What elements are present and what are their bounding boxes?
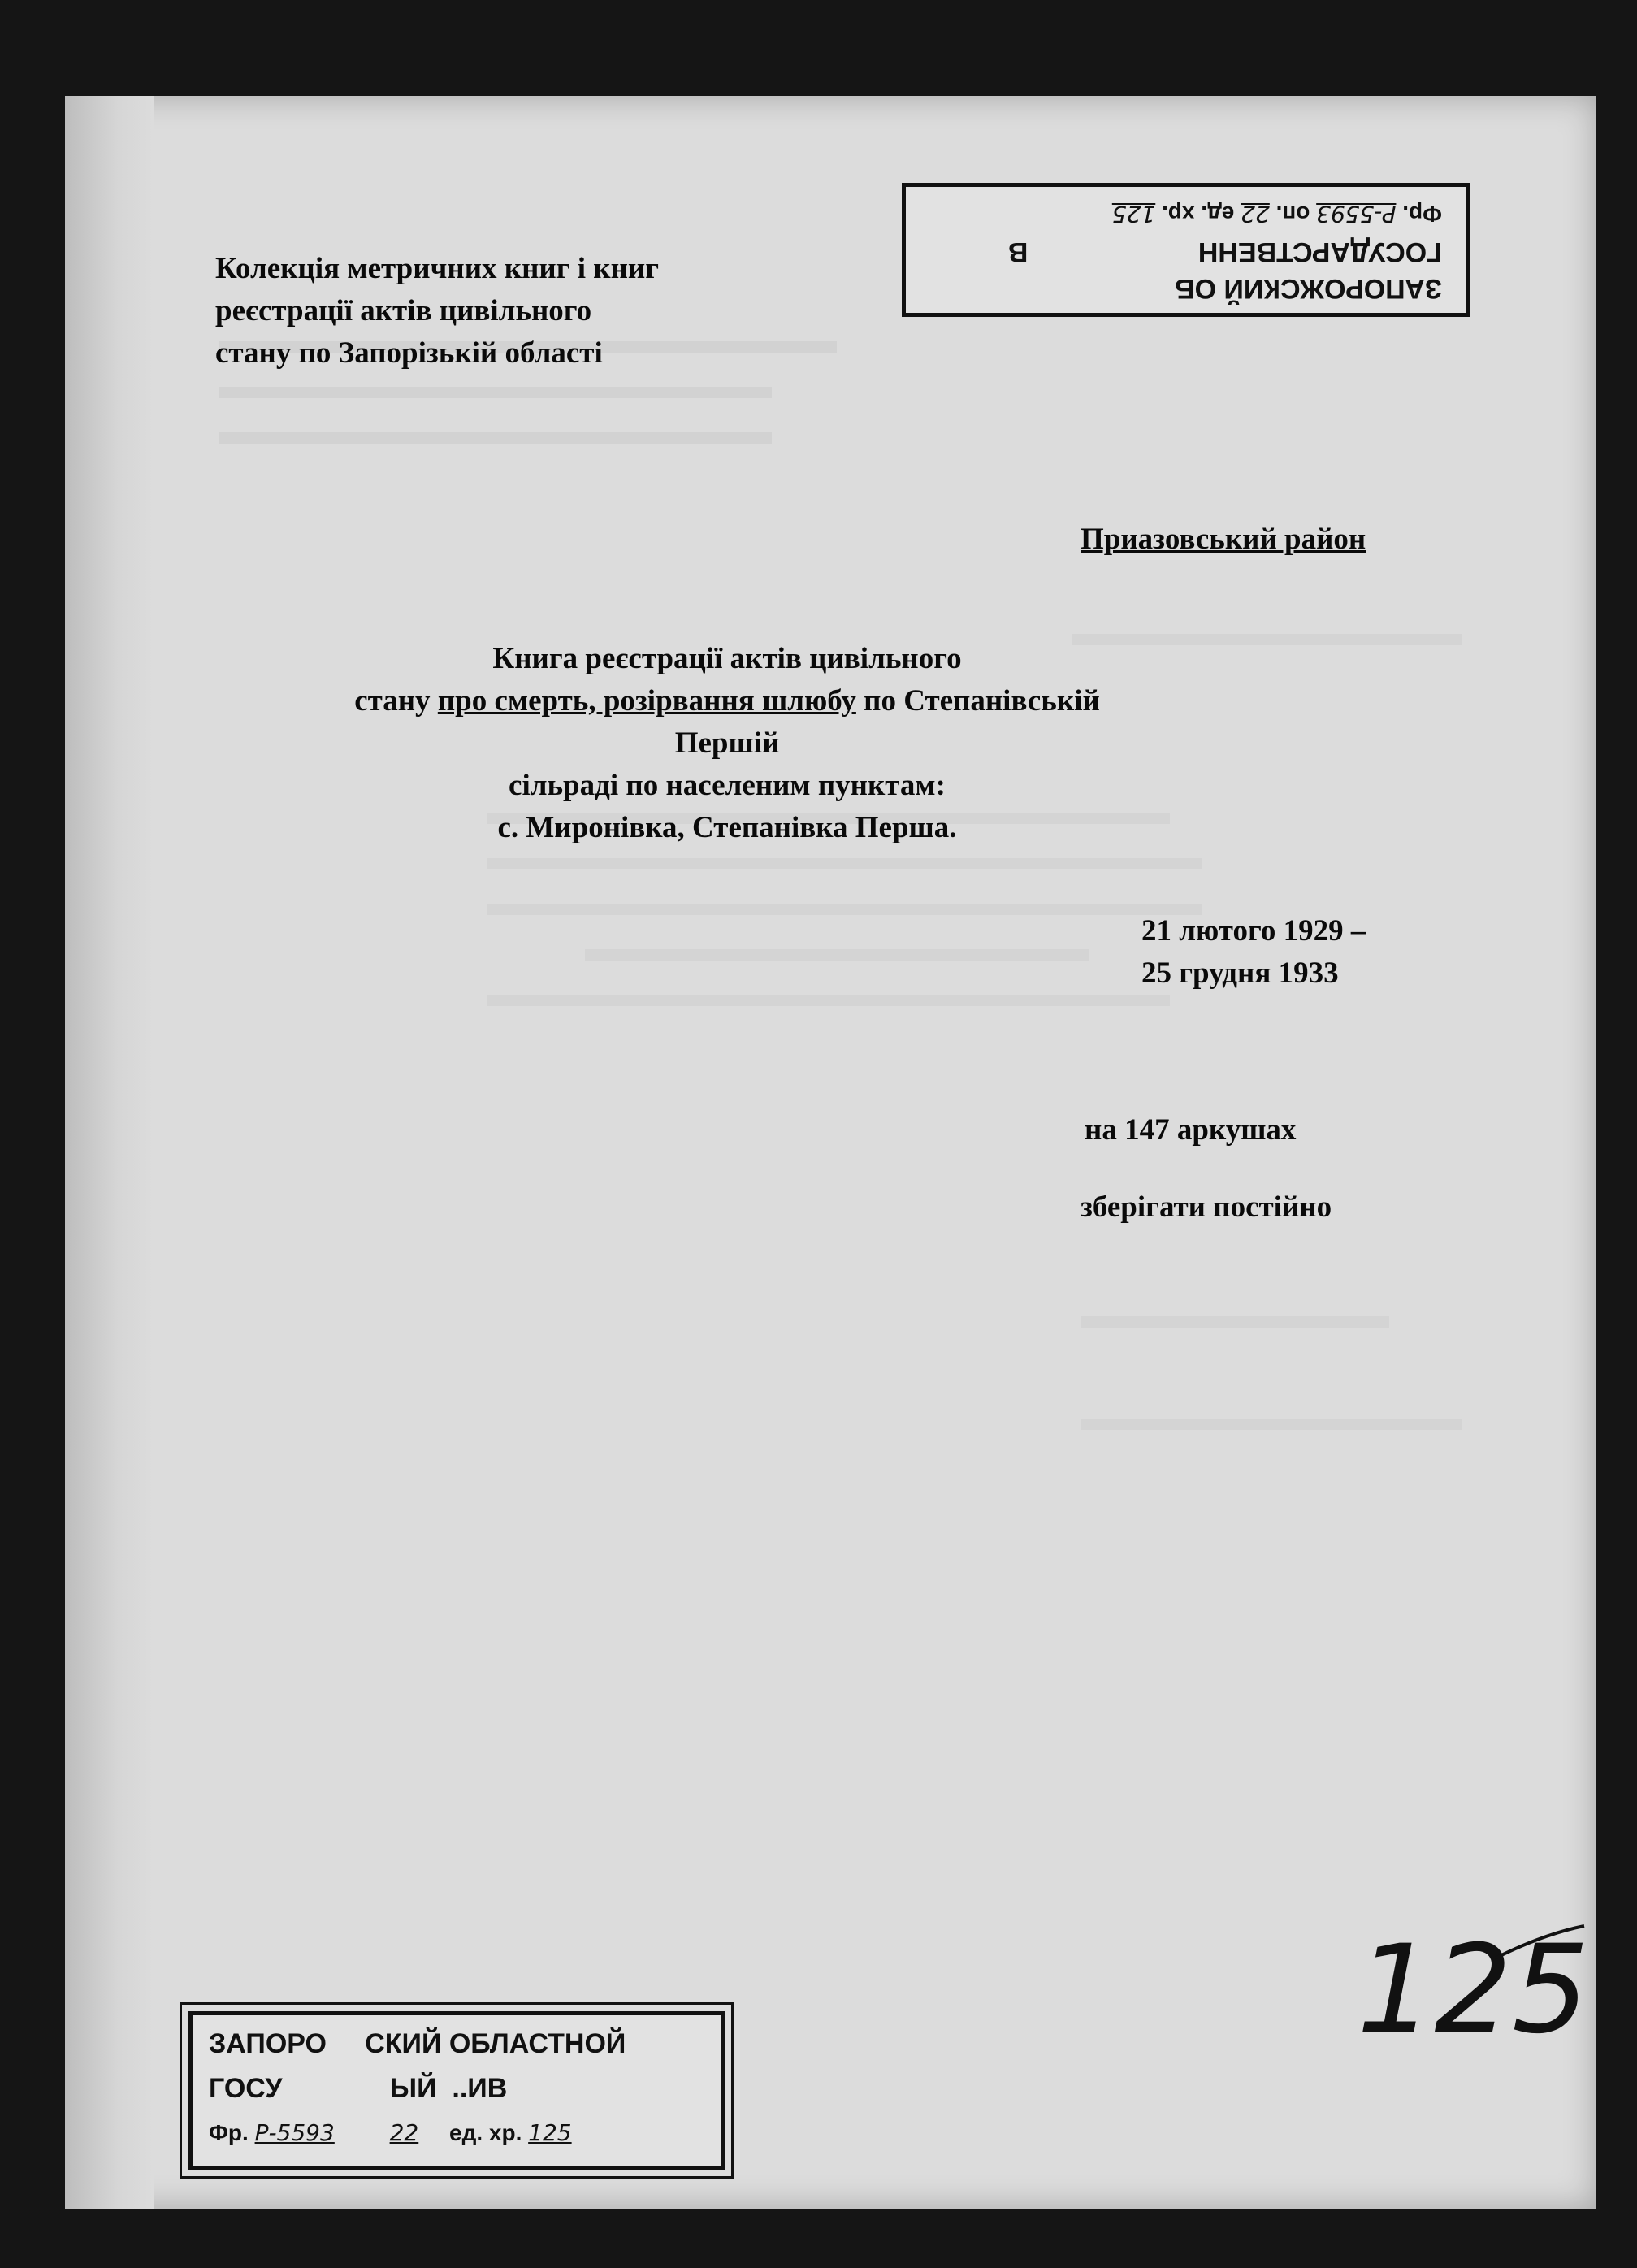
stamp-text: Фр.: [1402, 202, 1442, 227]
stamp-text: ед. хр.: [449, 2120, 522, 2145]
stamp-text: В: [1007, 236, 1029, 267]
stamp-text: оп.: [1275, 202, 1310, 227]
collection-title: [215, 248, 659, 375]
stamp-line: ЗАПОРО СКИЙ ОБЛАСТНОЙ: [209, 2028, 626, 2059]
stamp-line: [209, 2117, 572, 2149]
stamp-fond: Р-5593: [1316, 201, 1397, 228]
archive-stamp-bottom: [188, 2011, 725, 2170]
stamp-line: [1008, 236, 1442, 268]
retention-note: зберігати постійно: [1081, 1190, 1332, 1224]
archive-stamp-top: [902, 183, 1470, 317]
stamp-text: ед. хр.: [1162, 202, 1235, 227]
stamp-line: ЗАПОРОЖСКИЙ ОБ: [1175, 273, 1442, 304]
book-title-prefix: стану: [354, 684, 431, 718]
stamp-item: 125: [528, 2119, 572, 2146]
date-end: 25 грудня 1933: [1141, 956, 1339, 990]
collection-title-line: реєстрації актів цивільного: [215, 294, 592, 327]
book-title-line: Книга реєстрації актів цивільного: [492, 642, 962, 675]
sheet-count: на 147 аркушах: [1085, 1113, 1297, 1147]
record-type: про смерть, розірвання шлюбу: [437, 684, 856, 718]
stamp-opis: 22: [1241, 201, 1270, 228]
book-title-line: [317, 680, 1137, 765]
stamp-text: ГОСУДАРСТВЕНН: [1197, 236, 1442, 267]
stamp-fond: Р-5593: [254, 2119, 335, 2146]
stamp-line: ГОСУ ЫЙ ..ИВ: [209, 2073, 508, 2104]
stamp-opis: 22: [389, 2119, 419, 2146]
district-name: Приазовський район: [1081, 523, 1366, 556]
stamp-line: [1112, 197, 1442, 230]
collection-title-line: стану по Запорізькій області: [215, 336, 603, 370]
folio-number-text: 125: [1357, 1919, 1590, 2061]
settlements: с. Миронівка, Степанівка Перша.: [497, 811, 957, 844]
date-range: [1141, 910, 1366, 995]
folio-number: [1349, 1910, 1592, 2072]
stamp-item: 125: [1111, 201, 1156, 228]
book-title-line: сільраді по населеним пунктам:: [509, 769, 946, 802]
book-title: [317, 638, 1137, 849]
collection-title-line: Колекція метричних книг і книг: [215, 252, 660, 285]
bleed-through: [1081, 1300, 1462, 1448]
book-title-suffix: по Степанівській Першій: [674, 684, 1100, 760]
date-start: 21 лютого 1929 –: [1141, 914, 1366, 948]
page-spine-shadow: [65, 96, 154, 2209]
stamp-text: Фр.: [209, 2120, 249, 2145]
